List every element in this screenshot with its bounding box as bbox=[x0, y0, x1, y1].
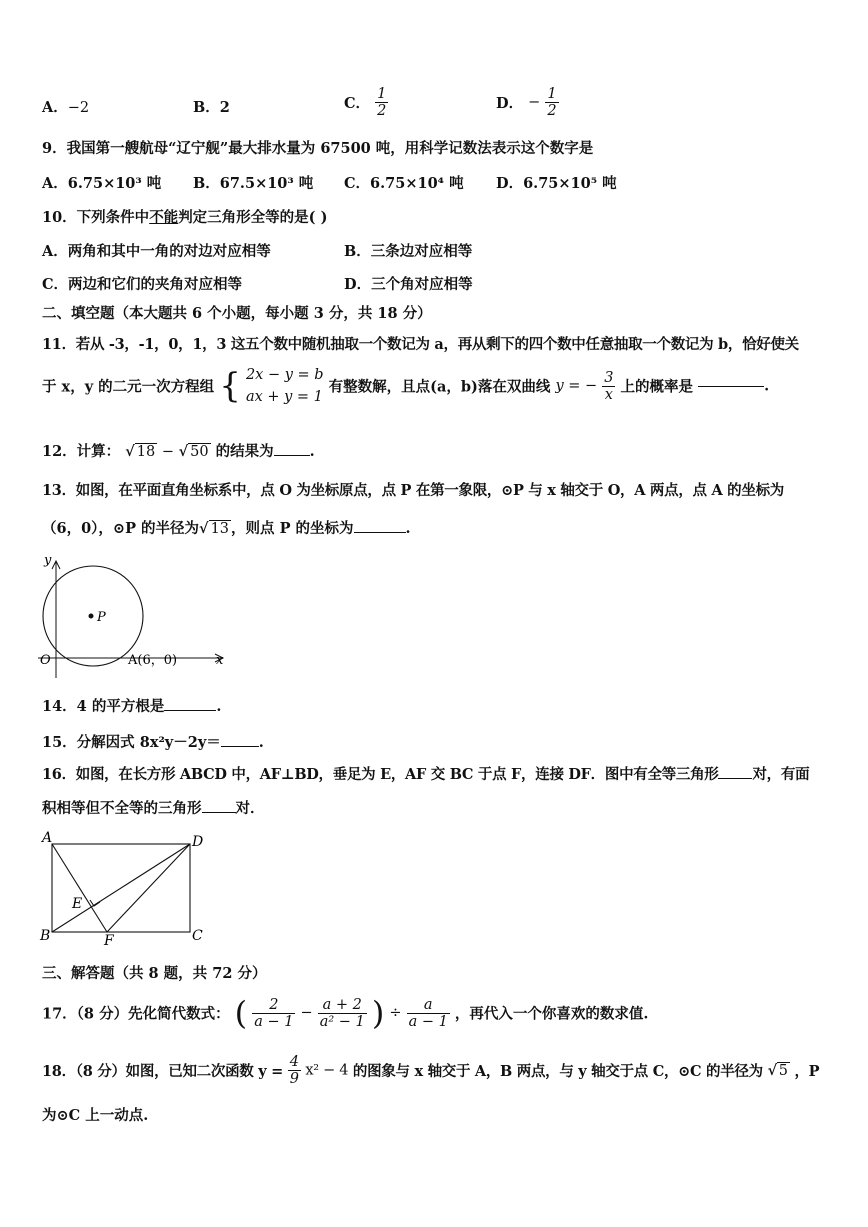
section3-heading: 三、解答题（共 8 题，共 72 分） bbox=[42, 965, 267, 982]
q16-line1: 16．如图，在长方形 ABCD 中，AF⊥BD，垂足为 E，AF 交 BC 于点 F，连接 DF．图中有全等三角形 对，有面 bbox=[42, 766, 810, 783]
diagonal-bd bbox=[52, 844, 190, 932]
q10-option-c: C．两边和它们的夹角对应相等 bbox=[42, 276, 243, 293]
section2-heading: 二、填空题（本大题共 6 个小题，每小题 3 分，共 18 分） bbox=[42, 305, 432, 322]
q9-option-d: D．6.75×10⁵ 吨 bbox=[496, 175, 617, 192]
q8-option-a: A．−2 bbox=[42, 99, 90, 116]
q8-option-b: B．2 bbox=[193, 99, 230, 116]
q10-stem: 10．下列条件中不能判定三角形全等的是( ) bbox=[42, 209, 328, 226]
segment-af bbox=[52, 844, 107, 932]
system-brace: { bbox=[219, 366, 241, 406]
q10-option-a: A．两角和其中一角的对边对应相等 bbox=[42, 243, 271, 260]
q8-option-c: C． $\frac{1}{2}$ bbox=[344, 86, 387, 119]
equation-system: 2x − y = b ax + y = 1 bbox=[245, 367, 324, 405]
q14-line: 14．4 的平方根是 . bbox=[42, 698, 222, 715]
q16-figure bbox=[36, 830, 216, 946]
label-c: C bbox=[192, 928, 203, 944]
label-a: A bbox=[42, 830, 53, 846]
q16-answer-blank-1[interactable] bbox=[718, 778, 752, 779]
q18-line1: 18．（8 分）如图，已知二次函数 y = $\frac{4}{9}$ x² − 4 的图象与 x 轴交于 A，B 两点，与 y 轴交于点 C，⊙C 的半径为 √ 5 ，P bbox=[42, 1054, 820, 1087]
q13-answer-blank[interactable] bbox=[354, 532, 406, 533]
q16-line2: 积相等但不全等的三角形 对． bbox=[42, 800, 265, 817]
label-a: A(6，0) bbox=[128, 653, 178, 668]
q15-line: 15．分解因式 8x²y－2y＝ . bbox=[42, 734, 264, 751]
q11-line2: 于 x，y 的二元一次方程组 { 2x − y = b ax + y = 1 有整数解，且点(a，b)落在双曲线 y = − $\frac{3}{x}$ 上的概率是 . bbox=[42, 366, 770, 406]
q9-stem: 9．我国第一艘航母“辽宁舰”最大排水量为 67500 吨，用科学记数法表示这个数字是 bbox=[42, 140, 594, 157]
segment-df bbox=[107, 844, 190, 932]
q11-line1: 11．若从 -3，-1，0，1，3 这五个数中随机抽取一个数记为 a，再从剩下的四个数中任意抽取一个数记为 b，恰好使关 bbox=[42, 336, 799, 353]
right-angle-mark bbox=[90, 900, 100, 906]
q17-line: 17．（8 分）先化简代数式： ( $\frac{2}{a - 1}$ − $\frac{a + 2}{\text{a² − 1}}$ ) ÷ $\frac{a}{a - 1}$ ，再代入一个你喜欢的数求值. bbox=[42, 994, 649, 1032]
label-d: D bbox=[192, 834, 204, 850]
label-x: x bbox=[216, 653, 224, 668]
center-point-p bbox=[89, 614, 94, 619]
q12-answer-blank[interactable] bbox=[274, 455, 310, 456]
q8-option-d: D． − $\frac{1}{2}$ bbox=[496, 86, 557, 119]
q15-answer-blank[interactable] bbox=[221, 746, 259, 747]
label-p: P bbox=[97, 610, 106, 625]
q10-option-b: B．三条边对应相等 bbox=[344, 243, 473, 260]
q16-answer-blank-2[interactable] bbox=[202, 812, 236, 813]
q14-answer-blank[interactable] bbox=[164, 710, 216, 711]
q9-option-b: B．67.5×10³ 吨 bbox=[193, 175, 314, 192]
label-f: F bbox=[104, 933, 114, 946]
q9-option-c: C．6.75×10⁴ 吨 bbox=[344, 175, 464, 192]
q13-line1: 13．如图，在平面直角坐标系中，点 O 为坐标原点，点 P 在第一象限，⊙P 与 x 轴交于 O，A 两点，点 A 的坐标为 bbox=[42, 482, 784, 499]
q13-figure bbox=[30, 548, 240, 678]
label-o: O bbox=[40, 653, 51, 668]
label-e: E bbox=[72, 896, 83, 912]
q18-line2: 为⊙C 上一动点. bbox=[42, 1107, 149, 1124]
label-y: y bbox=[44, 553, 52, 568]
q10-option-d: D．三个角对应相等 bbox=[344, 276, 473, 293]
q9-option-a: A．6.75×10³ 吨 bbox=[42, 175, 162, 192]
label-b: B bbox=[40, 928, 51, 944]
q13-line2: （6，0），⊙P 的半径为√ 13 ，则点 P 的坐标为 . bbox=[42, 520, 411, 537]
q12-line: 12．计算： √ 18 − √ 50 的结果为 . bbox=[42, 443, 315, 460]
q11-answer-blank[interactable] bbox=[698, 386, 764, 387]
